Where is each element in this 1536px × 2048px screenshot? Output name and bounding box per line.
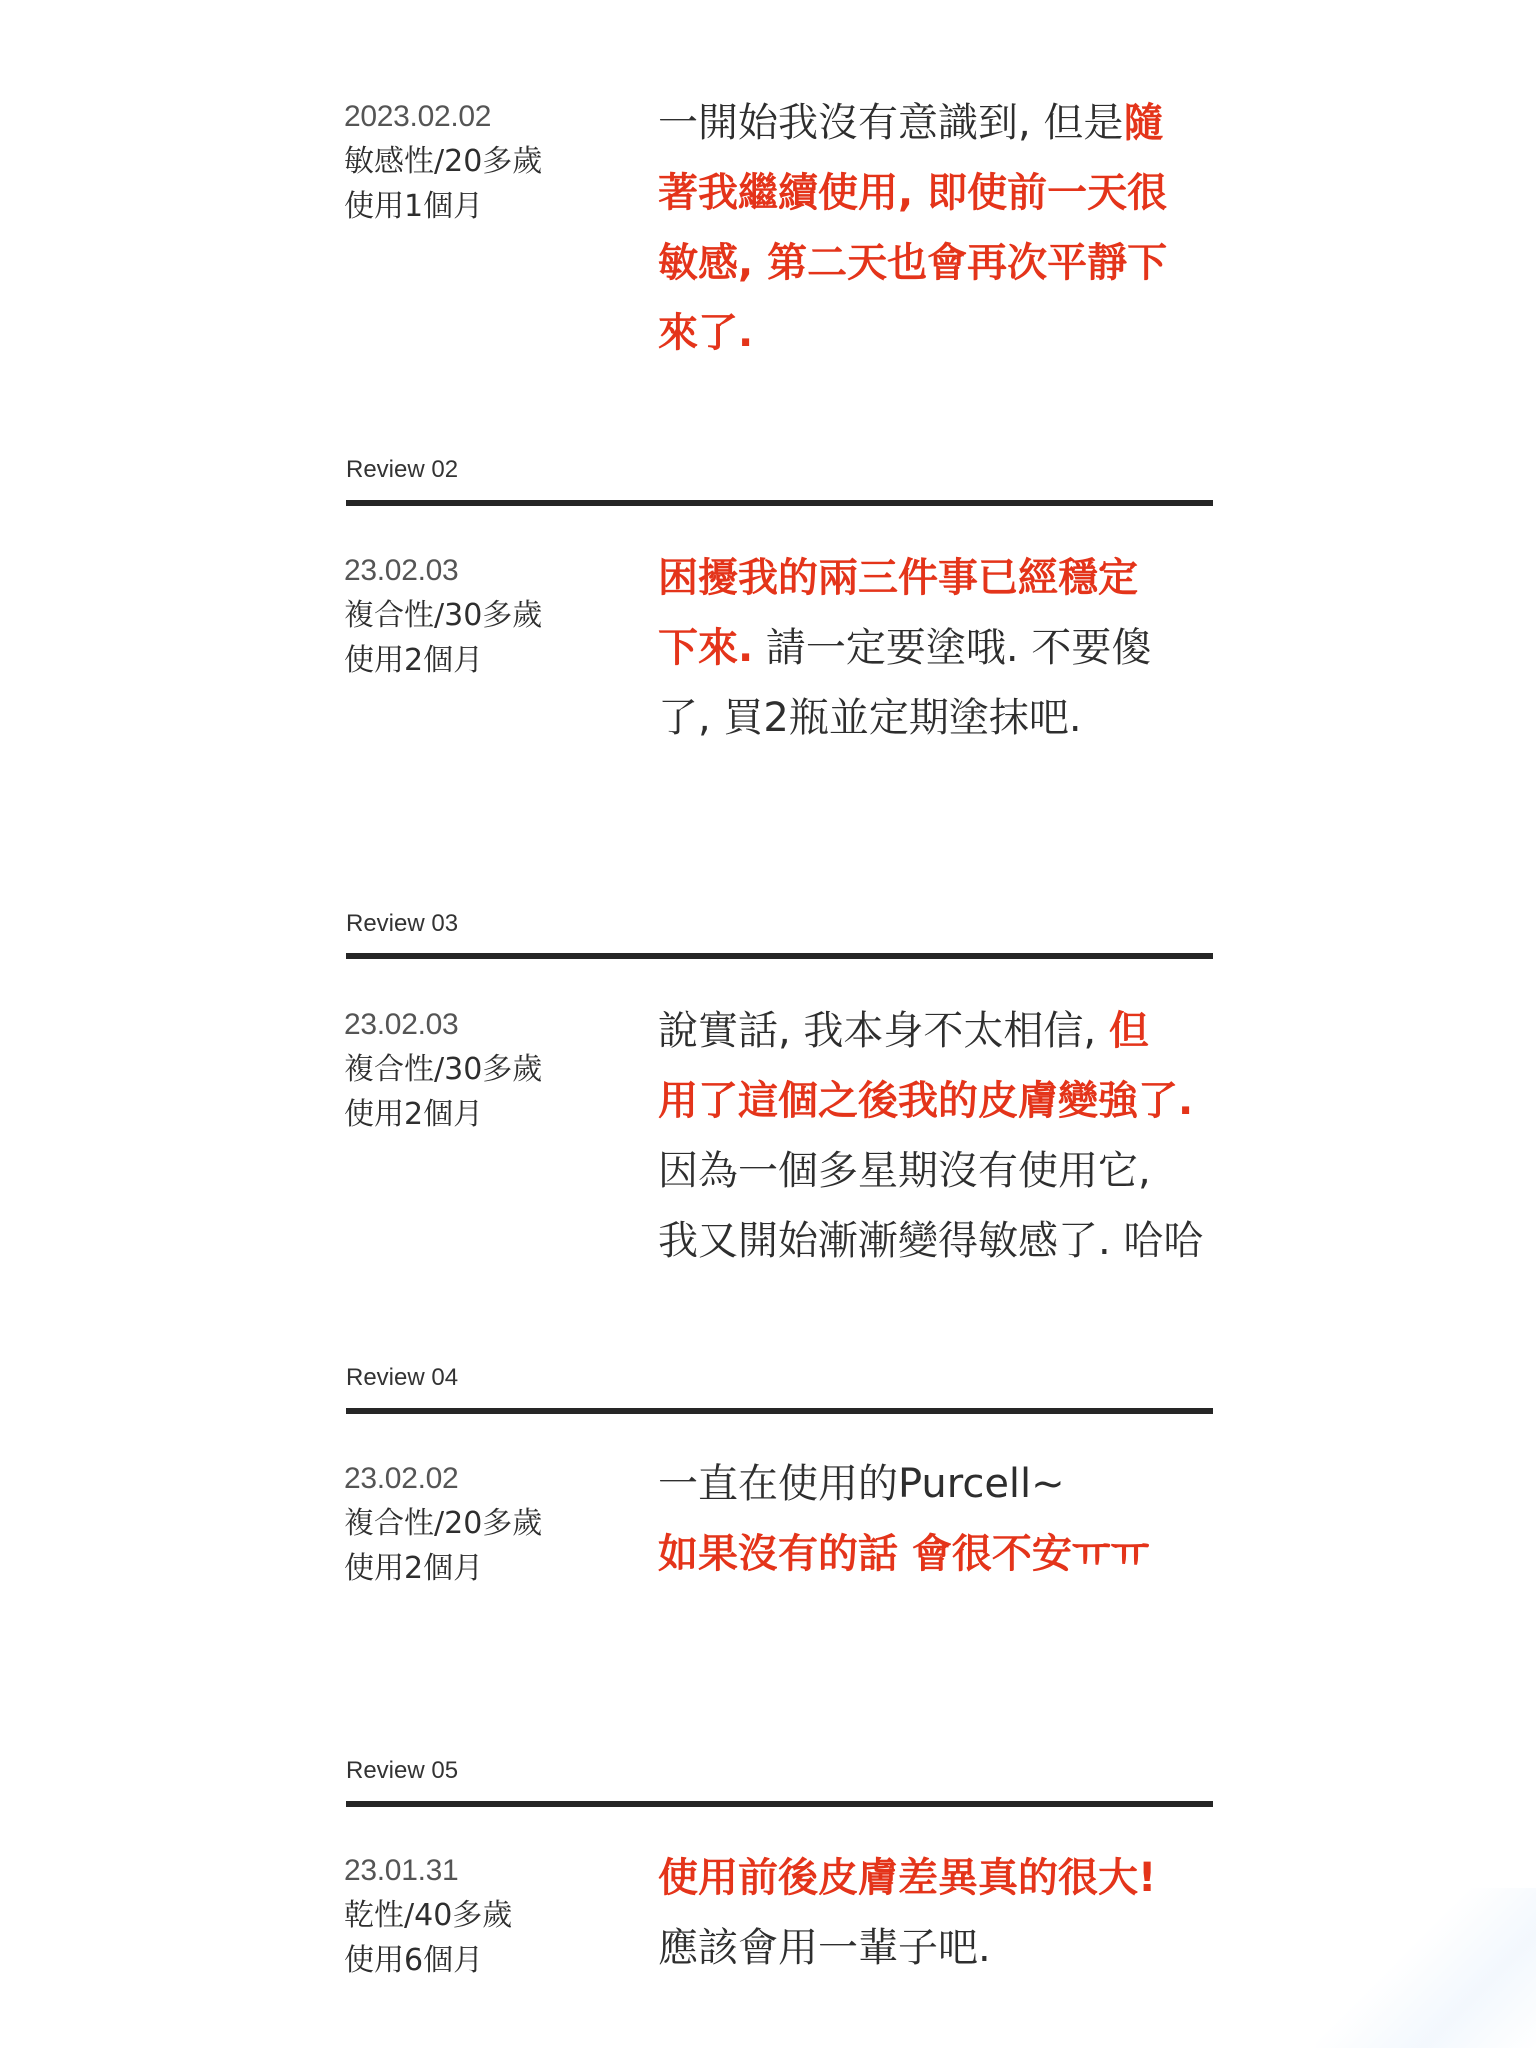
review-label: Review 03 (346, 910, 459, 937)
review-usage: 使用6個月 (344, 1943, 484, 1978)
review-text (658, 996, 1218, 1276)
review-date: 23.02.03 (344, 554, 459, 587)
review-text-line (658, 228, 1218, 298)
review-skin-age: 複合性/20多歲 (344, 1506, 543, 1541)
highlighted-text: 但 (1108, 1008, 1149, 1054)
highlighted-text: 使用前後皮膚差異真的很大! (658, 1855, 1157, 1901)
review-text-line (658, 1206, 1218, 1276)
highlighted-text: 用了這個之後我的皮膚變強了. (658, 1078, 1194, 1124)
review-meta (344, 94, 542, 229)
review-text-segment: 我又開始漸漸變得敏感了. 哈哈 (658, 1218, 1204, 1264)
highlighted-text: 來了. (658, 310, 754, 356)
review-text-line (658, 88, 1218, 158)
review-text-segment: 說實話, 我本身不太相信, (658, 1008, 1109, 1054)
review-text (658, 1449, 1218, 1589)
review-label: Review 02 (346, 456, 459, 483)
highlighted-text: 隨 (1123, 100, 1164, 146)
review-text-segment: 一直在使用的Purcell~ (658, 1461, 1065, 1507)
review-skin-age: 複合性/30多歲 (344, 598, 543, 633)
review-skin-age: 複合性/30多歲 (344, 1052, 543, 1087)
review-text-line (658, 1913, 1218, 1983)
review-usage: 使用1個月 (344, 189, 484, 224)
review-skin-age: 乾性/40多歲 (344, 1898, 513, 1933)
review-text-line (658, 1066, 1218, 1136)
divider (346, 500, 1213, 506)
review-text-line (658, 158, 1218, 228)
corner-glare (1316, 1888, 1536, 2048)
review-usage: 使用2個月 (344, 1551, 484, 1586)
review-text-line (658, 996, 1218, 1066)
review-text-segment: 應該會用一輩子吧. (658, 1925, 991, 1971)
review-meta (344, 1002, 542, 1137)
review-text-line (658, 1519, 1218, 1589)
review-text-line (658, 543, 1218, 613)
highlighted-text: 敏感, 第二天也會再次平靜下 (658, 240, 1168, 286)
review-text-segment: 一開始我沒有意識到, 但是 (658, 100, 1124, 146)
review-text (658, 1843, 1218, 1983)
review-text-segment: 請一定要塗哦. 不要傻 (753, 625, 1152, 671)
review-text-line (658, 1449, 1218, 1519)
highlighted-text: 著我繼續使用, 即使前一天很 (658, 170, 1168, 216)
highlighted-text: 如果沒有的話 會很不安ㅠㅠ (658, 1531, 1150, 1577)
review-meta (344, 548, 542, 683)
highlighted-text: 困擾我的兩三件事已經穩定 (658, 555, 1138, 601)
review-text-segment: 因為一個多星期沒有使用它, (658, 1148, 1151, 1194)
review-date: 23.02.03 (344, 1008, 459, 1041)
review-meta (344, 1848, 512, 1983)
review-label: Review 04 (346, 1364, 459, 1391)
divider (346, 1801, 1213, 1807)
highlighted-text: 下來. (658, 625, 754, 671)
review-text-line (658, 1136, 1218, 1206)
review-text (658, 88, 1218, 368)
review-skin-age: 敏感性/20多歲 (344, 144, 543, 179)
review-text-line (658, 683, 1218, 753)
review-text (658, 543, 1218, 753)
divider (346, 953, 1213, 959)
review-usage: 使用2個月 (344, 1097, 484, 1132)
review-label: Review 05 (346, 1757, 459, 1784)
review-text-line (658, 613, 1218, 683)
review-usage: 使用2個月 (344, 643, 484, 678)
review-date: 23.01.31 (344, 1854, 459, 1887)
review-date: 2023.02.02 (344, 100, 492, 133)
review-meta (344, 1456, 542, 1591)
review-text-line (658, 1843, 1218, 1913)
divider (346, 1408, 1213, 1414)
review-text-line (658, 298, 1218, 368)
review-text-segment: 了, 買2瓶並定期塗抹吧. (658, 695, 1082, 741)
review-date: 23.02.02 (344, 1462, 459, 1495)
